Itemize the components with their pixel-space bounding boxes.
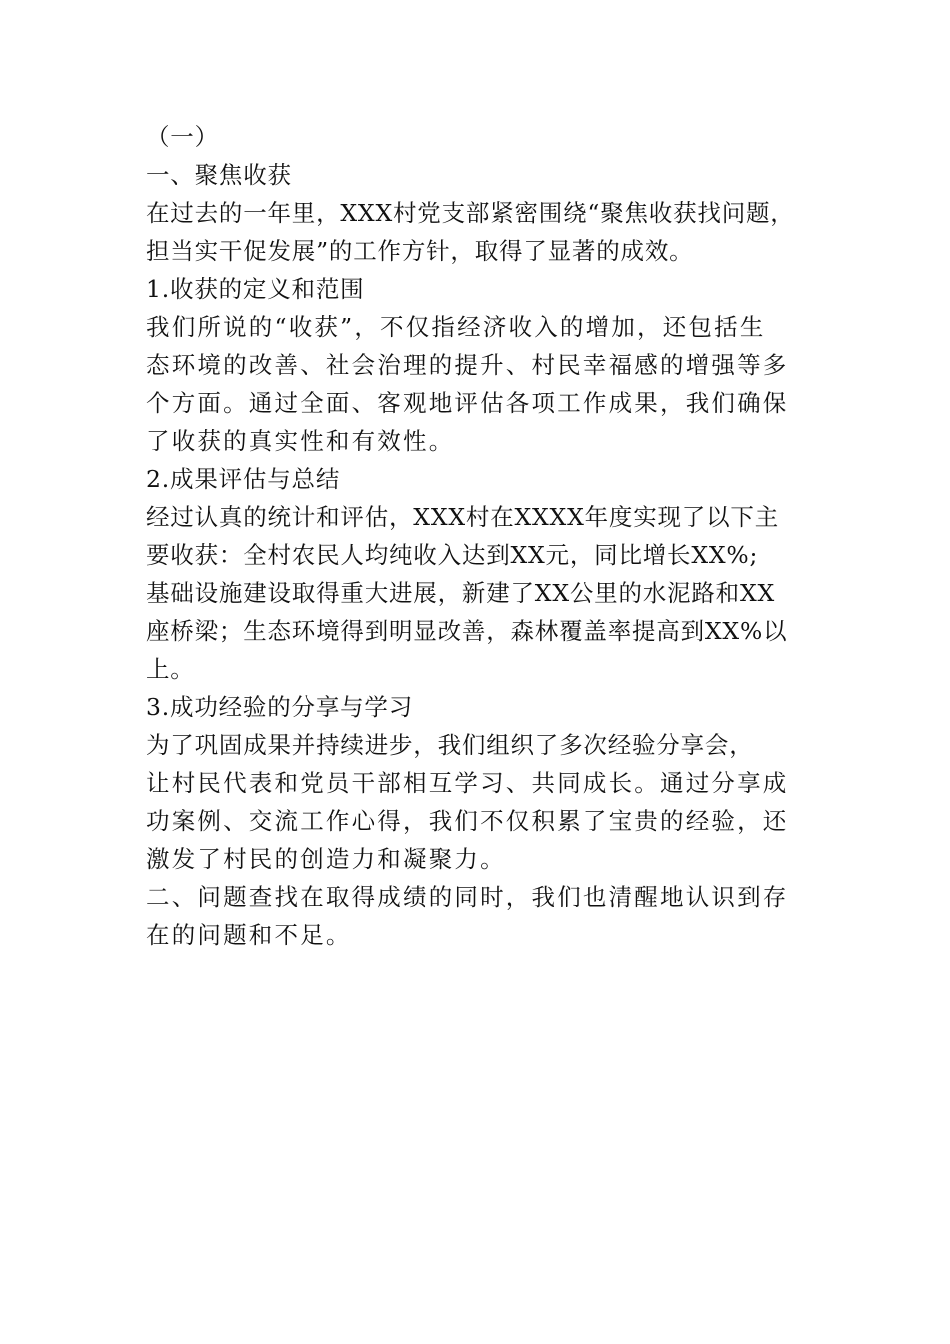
document-page: [146, 118, 814, 954]
paragraph-line: 态环境的改善、社会治理的提升、村民幸福感的增强等多: [146, 351, 789, 379]
section-number: （一）: [146, 123, 219, 151]
paragraph-line: 让村民代表和党员干部相互学习、共同成长。通过分享成: [146, 769, 789, 797]
paragraph-line: 个方面。通过全面、客观地评估各项工作成果，我们确保: [146, 389, 789, 417]
paragraph-line: 要收获：全村农民人均纯收入达到XX元，同比增长XX%;: [146, 541, 759, 569]
paragraph-line: 基础设施建设取得重大进展，新建了XX公里的水泥路和XX: [146, 579, 776, 607]
heading-focus-harvest: 一、聚焦收获: [146, 161, 292, 189]
heading-problem-finding: 二、问题查找在取得成绩的同时，我们也清醒地认识到存: [146, 883, 789, 911]
paragraph-line: 激发了村民的创造力和凝聚力。: [146, 845, 506, 873]
subheading-definition: 1.收获的定义和范围: [146, 275, 365, 303]
paragraph-line: 在过去的一年里，XXX村党支部紧密围绕“聚焦收获找问题，: [146, 199, 795, 227]
paragraph-line: 上。: [146, 655, 195, 683]
subheading-evaluation: 2.成果评估与总结: [146, 465, 341, 493]
paragraph-line: 为了巩固成果并持续进步，我们组织了多次经验分享会，: [146, 731, 754, 759]
paragraph-line: 担当实干促发展”的工作方针，取得了显著的成效。: [146, 237, 694, 265]
paragraph-line: 了收获的真实性和有效性。: [146, 427, 455, 455]
paragraph-line: 功案例、交流工作心得，我们不仅积累了宝贵的经验，还: [146, 807, 789, 835]
paragraph-line: 经过认真的统计和评估，XXX村在XXXX年度实现了以下主: [146, 503, 780, 531]
paragraph-line: 我们所说的“收获”，不仅指经济收入的增加，还包括生: [146, 313, 766, 341]
paragraph-line: 座桥梁；生态环境得到明显改善，森林覆盖率提高到XX%以: [146, 617, 788, 645]
paragraph-line: 在的问题和不足。: [146, 921, 352, 949]
subheading-experience: 3.成功经验的分享与学习: [146, 693, 414, 721]
